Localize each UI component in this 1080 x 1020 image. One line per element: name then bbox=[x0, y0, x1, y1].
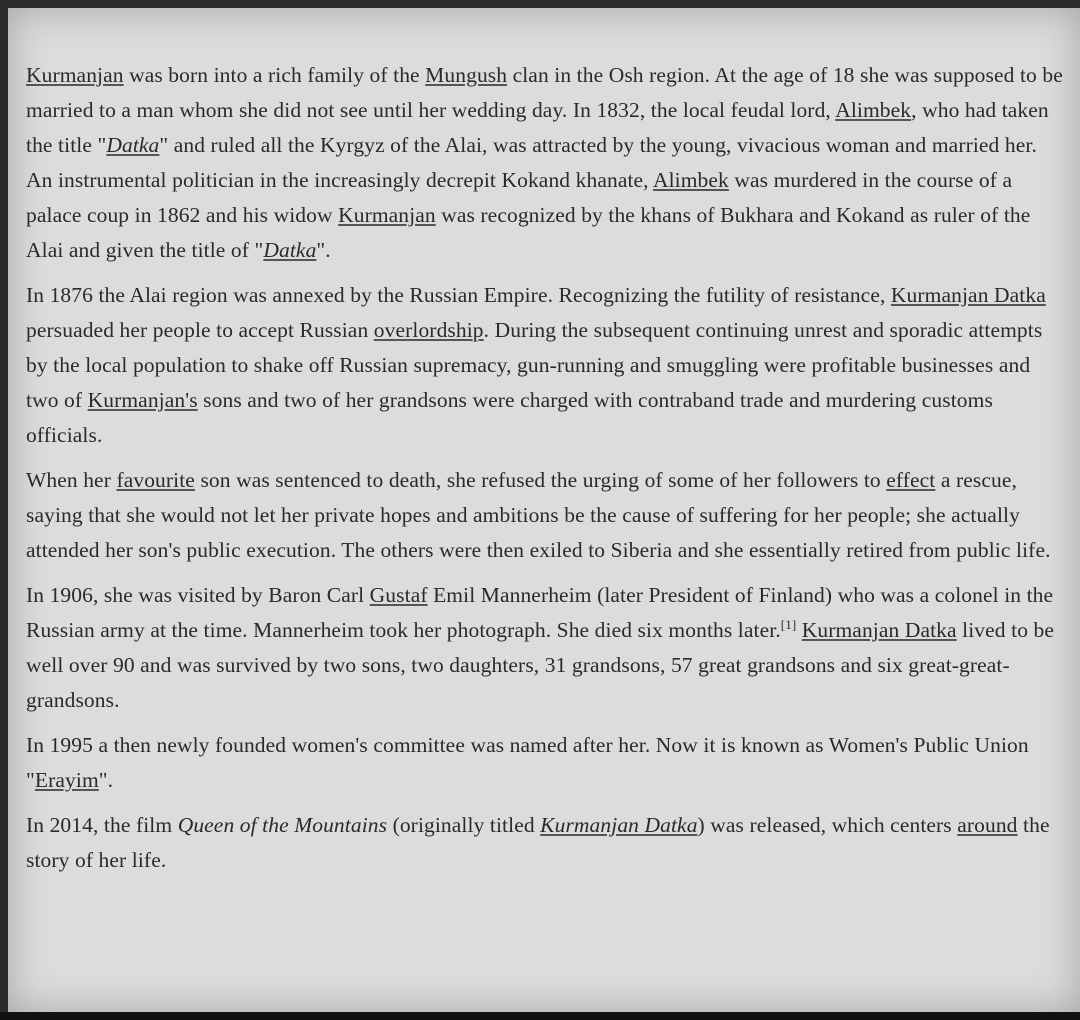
hyperlink[interactable]: Datka bbox=[263, 238, 317, 262]
bottom-edge bbox=[0, 1012, 1080, 1020]
paragraph bbox=[26, 728, 1066, 798]
hyperlink[interactable]: favourite bbox=[116, 468, 195, 492]
text-run: clan in the Osh region. At the age of 18 she was supposed to be married to a man whom she did not see until her wedding day. In 1832, the local feudal lord, bbox=[26, 63, 1063, 122]
text-run: lived to be well over 90 and was survived by two sons, two daughters, 31 grandsons, 57 great grandsons and six great-great-grandsons. bbox=[26, 618, 1055, 712]
text-run: was murdered in the course of a palace coup in 1862 and his widow bbox=[26, 168, 1013, 227]
text-run: the story of her life. bbox=[26, 813, 1050, 872]
hyperlink[interactable]: Kurmanjan bbox=[338, 203, 436, 227]
footnote-ref[interactable]: [1] bbox=[780, 616, 797, 632]
text-run: ) was released, which centers bbox=[697, 813, 958, 837]
text-run: " and ruled all the Kyrgyz of the Alai, was attracted by the young, vivacious woman and married her. An instrumental politician in the increasingly decrepit Kokand khanate, bbox=[26, 133, 1037, 192]
text-run: Queen of the Mountains bbox=[177, 813, 388, 837]
text-run: was recognized by the khans of Bukhara and Kokand as ruler of the Alai and given the title of " bbox=[26, 203, 1031, 262]
hyperlink[interactable]: Gustaf bbox=[369, 583, 428, 607]
paragraph bbox=[26, 808, 1066, 878]
paragraph bbox=[26, 463, 1066, 568]
text-run: persuaded her people to accept Russian bbox=[26, 318, 374, 342]
text-run: , who had taken the title " bbox=[26, 98, 1049, 157]
text-run: Emil Mannerheim (later President of Finland) who was a colonel in the Russian army at the time. Mannerheim took her photograph. She died six months later. bbox=[26, 583, 1054, 642]
text-run: was born into a rich family of the bbox=[123, 63, 426, 87]
text-run: a rescue, saying that she would not let her private hopes and ambitions be the cause of suffering for her people; she actually attended her son's public execution. The others were then exiled to Siberia and she essentially retired from public life. bbox=[26, 468, 1051, 562]
hyperlink[interactable]: Alimbek bbox=[835, 98, 912, 122]
hyperlink[interactable]: Erayim bbox=[34, 768, 99, 792]
text-run: ". bbox=[316, 238, 331, 262]
text-run: In 1876 the Alai region was annexed by the Russian Empire. Recognizing the futility of resistance, bbox=[26, 283, 891, 307]
hyperlink[interactable]: Kurmanjan Datka bbox=[540, 813, 698, 837]
hyperlink[interactable]: Kurmanjan bbox=[26, 63, 124, 87]
paragraph bbox=[26, 578, 1066, 718]
text-run: sons and two of her grandsons were charged with contraband trade and murdering customs officials. bbox=[26, 388, 993, 447]
hyperlink[interactable]: around bbox=[957, 813, 1018, 837]
document-page[interactable] bbox=[8, 8, 1080, 1012]
text-run: When her bbox=[26, 468, 117, 492]
text-run: (originally titled bbox=[387, 813, 541, 837]
hyperlink[interactable]: Kurmanjan Datka bbox=[801, 618, 957, 642]
paragraph bbox=[26, 58, 1066, 268]
text-run: . During the subsequent continuing unrest and sporadic attempts by the local population to shake off Russian supremacy, gun-running and smuggling were profitable businesses and two of bbox=[26, 318, 1043, 412]
hyperlink[interactable]: Alimbek bbox=[652, 168, 729, 192]
text-run: son was sentenced to death, she refused the urging of some of her followers to bbox=[194, 468, 887, 492]
hyperlink[interactable]: effect bbox=[886, 468, 936, 492]
hyperlink[interactable]: Mungush bbox=[425, 63, 508, 87]
text-run: In 2014, the film bbox=[26, 813, 178, 837]
hyperlink[interactable]: Datka bbox=[106, 133, 160, 157]
text-run: ". bbox=[98, 768, 114, 792]
text-run: In 1906, she was visited by Baron Carl bbox=[26, 583, 370, 607]
hyperlink[interactable]: overlordship bbox=[373, 318, 484, 342]
document-body[interactable] bbox=[26, 58, 1066, 888]
paragraph bbox=[26, 278, 1066, 453]
hyperlink[interactable]: Kurmanjan's bbox=[87, 388, 198, 412]
text-run: In 1995 a then newly founded women's committee was named after her. Now it is known as Women's Public Union " bbox=[26, 733, 1029, 792]
hyperlink[interactable]: Kurmanjan Datka bbox=[890, 283, 1046, 307]
